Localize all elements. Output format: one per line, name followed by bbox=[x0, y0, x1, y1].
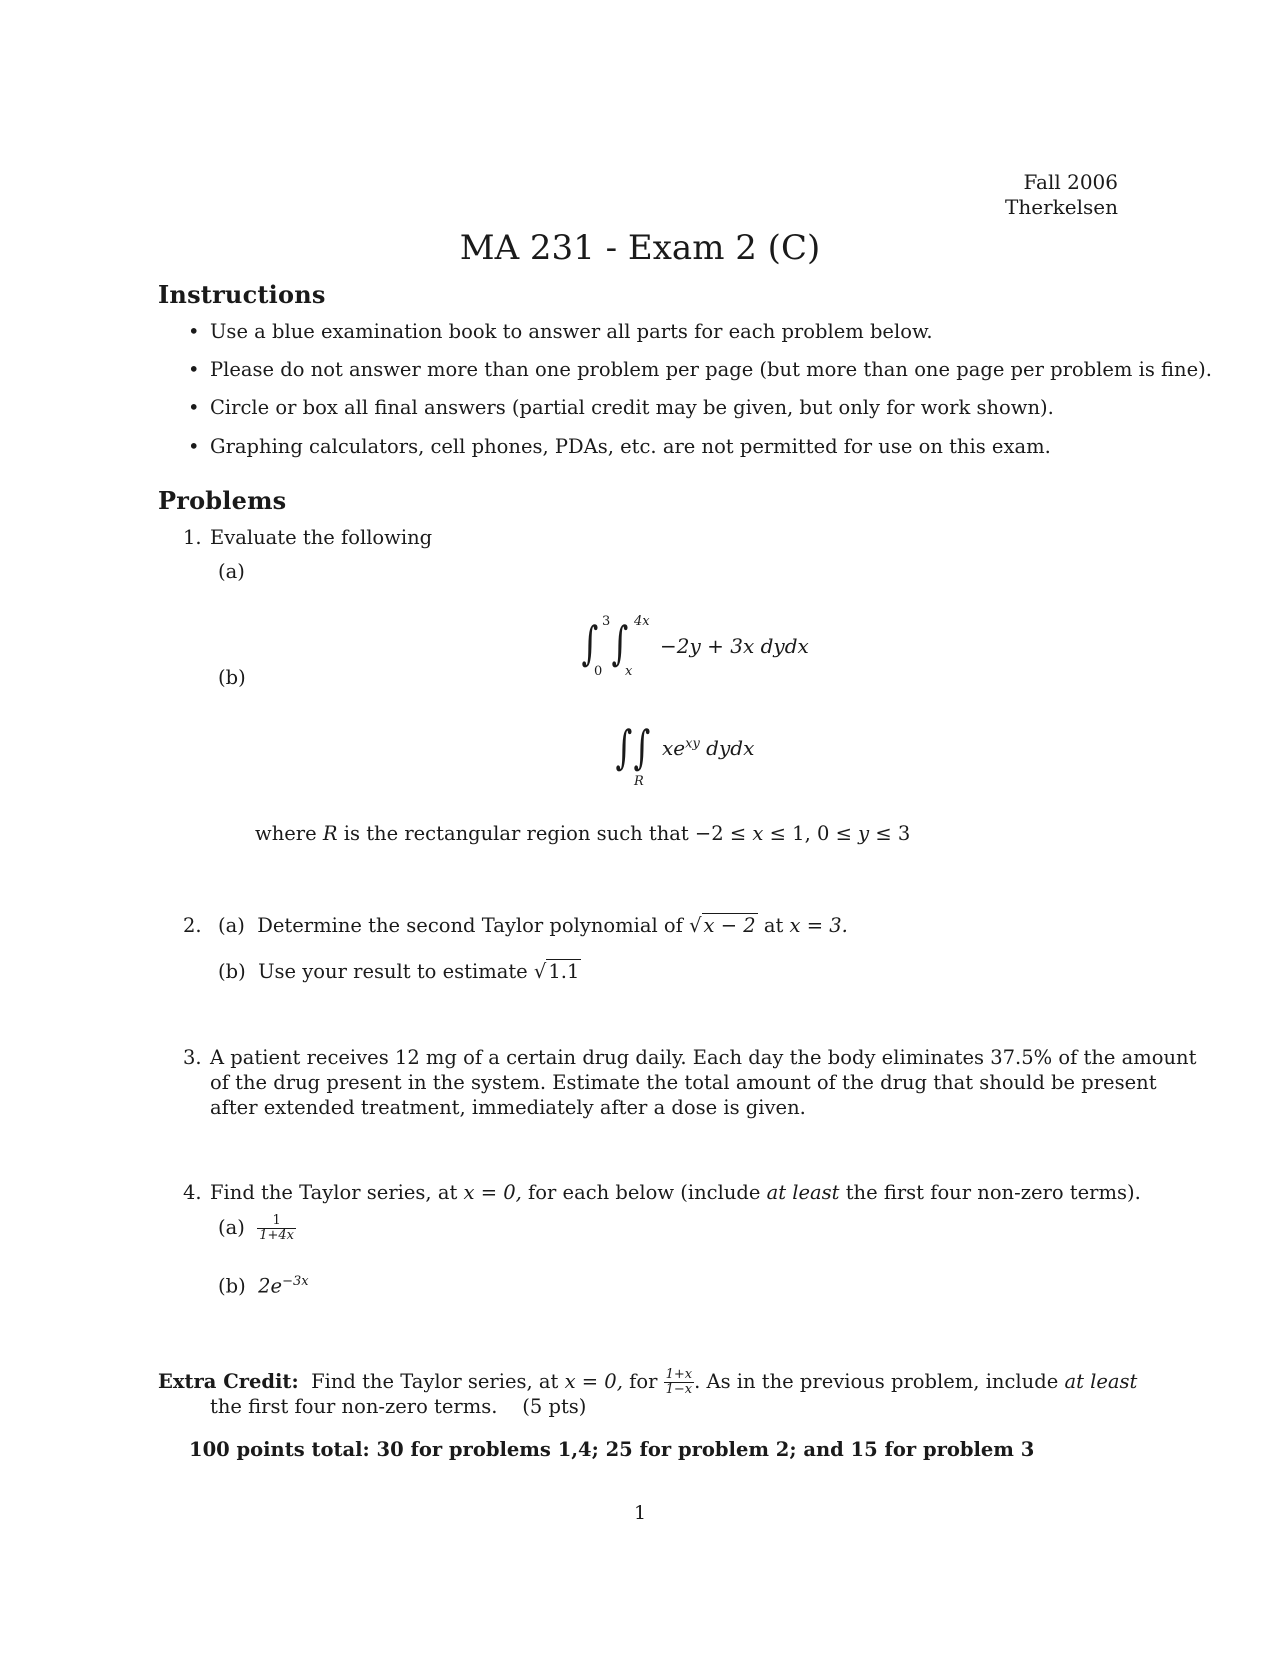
integral-sign-icon: ∫ bbox=[611, 616, 629, 670]
sqrt-icon: √ bbox=[689, 914, 702, 937]
problem-4-text: Find the Taylor series, at x = 0, for each below (include at least the first four non-zero terms). bbox=[210, 1181, 1141, 1204]
problem-2-number: 2. bbox=[183, 914, 202, 937]
problem-2a: (a) Determine the second Taylor polynomial of √ x − 2 at x = 3. bbox=[218, 914, 848, 937]
instruction-item: • Circle or box all final answers (partial credit may be given, but only for work shown). bbox=[188, 396, 1054, 419]
page-number: 1 bbox=[633, 1502, 647, 1524]
instruction-item: • Use a blue examination book to answer all parts for each problem below. bbox=[188, 320, 933, 343]
problem-1a-integrand: −2y + 3x dydx bbox=[660, 634, 809, 658]
outer-upper-limit: 3 bbox=[602, 614, 611, 629]
sqrt-icon: √ bbox=[533, 960, 547, 983]
fraction: $\frac{1}{1+4x}$ bbox=[259, 1213, 295, 1243]
extra-credit: Extra Credit: Find the Taylor series, at x = 0, for $\frac{1+x}{1-x}$ . As in the previous problem, include at least bbox=[158, 1367, 1138, 1397]
fraction: $\frac{1+x}{1-x}$ bbox=[665, 1367, 693, 1397]
inner-upper-limit: 4x bbox=[634, 614, 650, 629]
integral-sign-icon: ∫ bbox=[633, 720, 651, 774]
instruction-item: • Please do not answer more than one problem per page (but more than one page per problem is fine). bbox=[188, 358, 1212, 381]
problem-4b: (b) $2e^{-3x}$ bbox=[218, 1274, 309, 1298]
problem-1b-integrand: $xe^{xy}$ dydx bbox=[662, 736, 755, 760]
problems-heading: Problems bbox=[158, 486, 287, 515]
problem-1b-label: (b) bbox=[218, 666, 246, 689]
region-label: R bbox=[634, 774, 644, 789]
problem-3-line: of the drug present in the system. Estimate the total amount of the drug that should be present bbox=[210, 1071, 1157, 1094]
points-total: 100 points total: 30 for problems 1,4; 25 for problem 2; and 15 for problem 3 bbox=[189, 1438, 1035, 1461]
instruction-item: • Graphing calculators, cell phones, PDAs, etc. are not permitted for use on this exam. bbox=[188, 435, 1051, 458]
problem-1a-label: (a) bbox=[218, 560, 245, 583]
instructor: Therkelsen bbox=[1005, 195, 1118, 219]
problem-4-number: 4. bbox=[183, 1181, 202, 1204]
problem-1-text: Evaluate the following bbox=[210, 526, 433, 549]
instructions-heading: Instructions bbox=[158, 280, 326, 309]
integral-sign-icon: ∫ bbox=[615, 720, 633, 774]
problem-1b-where: where R is the rectangular region such that −2 ≤ x ≤ 1, 0 ≤ y ≤ 3 bbox=[255, 822, 911, 845]
problem-3-line: A patient receives 12 mg of a certain drug daily. Each day the body eliminates 37.5% of the amount bbox=[210, 1046, 1197, 1069]
problem-1-number: 1. bbox=[183, 526, 202, 549]
extra-credit-line2: the first four non-zero terms. (5 pts) bbox=[210, 1395, 587, 1418]
bullet-icon: • bbox=[188, 435, 200, 458]
page-title: MA 231 - Exam 2 (C) bbox=[459, 228, 821, 268]
bullet-icon: • bbox=[188, 358, 200, 381]
inner-lower-limit: x bbox=[625, 664, 633, 679]
problem-3-line: after extended treatment, immediately after a dose is given. bbox=[210, 1096, 806, 1119]
integral-sign-icon: ∫ bbox=[581, 616, 599, 670]
bullet-icon: • bbox=[188, 396, 200, 419]
problem-4a: (a) $\frac{1}{1+4x}$ bbox=[218, 1213, 295, 1243]
header-info bbox=[1005, 170, 1118, 220]
term: Fall 2006 bbox=[1023, 170, 1118, 194]
problem-3-number: 3. bbox=[183, 1046, 202, 1069]
problem-2b: (b) Use your result to estimate √ 1.1 bbox=[218, 960, 580, 983]
outer-lower-limit: 0 bbox=[594, 664, 603, 679]
bullet-icon: • bbox=[188, 320, 200, 343]
